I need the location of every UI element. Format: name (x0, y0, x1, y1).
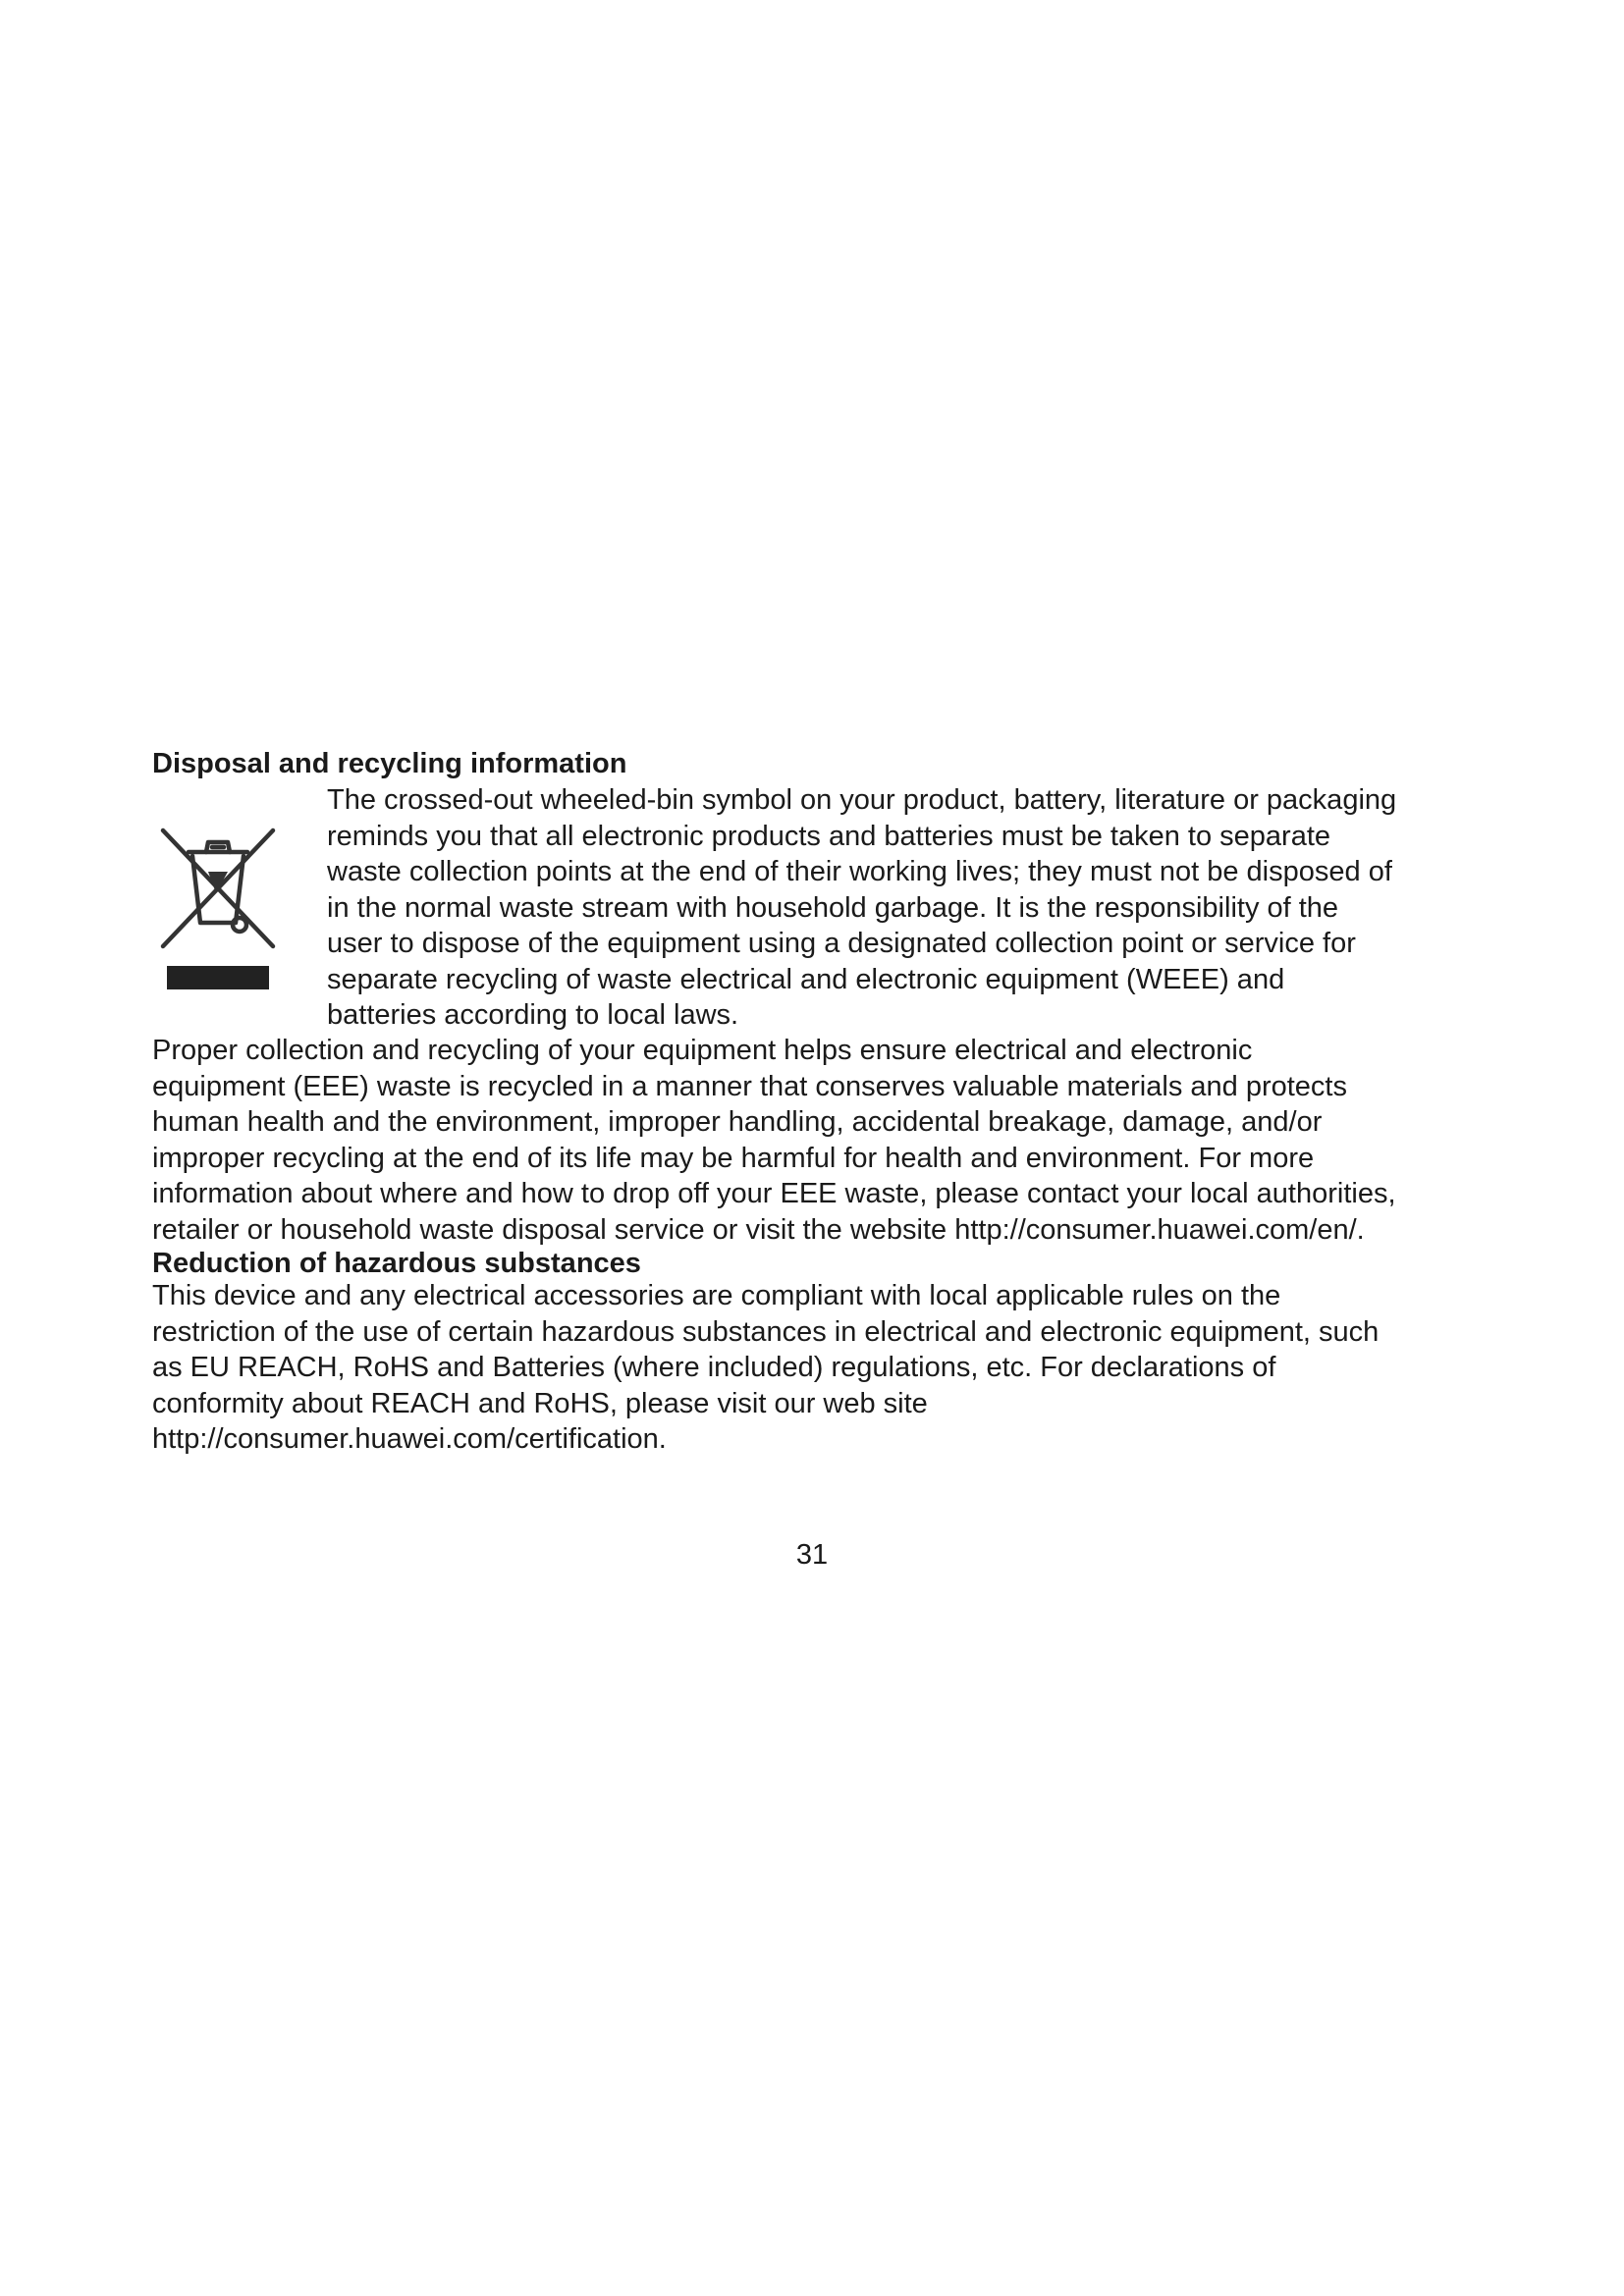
disposal-heading: Disposal and recycling information (152, 748, 627, 779)
crossed-out-wheelie-bin-icon (155, 817, 281, 993)
reduction-paragraph (152, 1278, 1507, 1458)
page-number: 31 (795, 1539, 829, 1571)
text-line: The crossed-out wheeled-bin symbol on your product, battery, literature or packaging (327, 784, 1397, 816)
text-line: human health and the environment, improper handling, accidental breakage, damage, and/or (152, 1106, 1323, 1138)
text-line: as EU REACH, RoHS and Batteries (where included) regulations, etc. For declarations of (152, 1352, 1276, 1383)
text-line: user to dispose of the equipment using a designated collection point or service for (327, 928, 1356, 959)
text-line: retailer or household waste disposal service or visit the website http://consumer.huawei.com/en/. (152, 1213, 1365, 1246)
text-line: separate recycling of waste electrical and electronic equipment (WEEE) and (327, 963, 1285, 995)
text-line: This device and any electrical accessories are compliant with local applicable rules on the (152, 1280, 1281, 1311)
weee-intro-text (327, 782, 1505, 1034)
text-line: equipment (EEE) waste is recycled in a manner that conserves valuable materials and protects (152, 1070, 1347, 1102)
text-line: reminds you that all electronic products and batteries must be taken to separate (327, 820, 1331, 852)
text-line: batteries according to local laws. (327, 999, 739, 1031)
text-line: Proper collection and recycling of your equipment helps ensure electrical and electronic (152, 1035, 1253, 1066)
reduction-heading: Reduction of hazardous substances (152, 1248, 641, 1279)
text-line: http://consumer.huawei.com/certification. (152, 1423, 667, 1455)
text-line: restriction of the use of certain hazardous substances in electrical and electronic equipment, such (152, 1315, 1380, 1348)
text-line: waste collection points at the end of their working lives; they must not be disposed of (327, 856, 1392, 887)
text-line: in the normal waste stream with household garbage. It is the responsibility of the (327, 891, 1339, 924)
text-line: information about where and how to drop off your EEE waste, please contact your local authorities, (152, 1178, 1396, 1209)
collection-paragraph (152, 1033, 1507, 1248)
text-line: conformity about REACH and RoHS, please visit our web site (152, 1387, 928, 1419)
text-line: improper recycling at the end of its life may be harmful for health and environment. For more (152, 1142, 1315, 1174)
